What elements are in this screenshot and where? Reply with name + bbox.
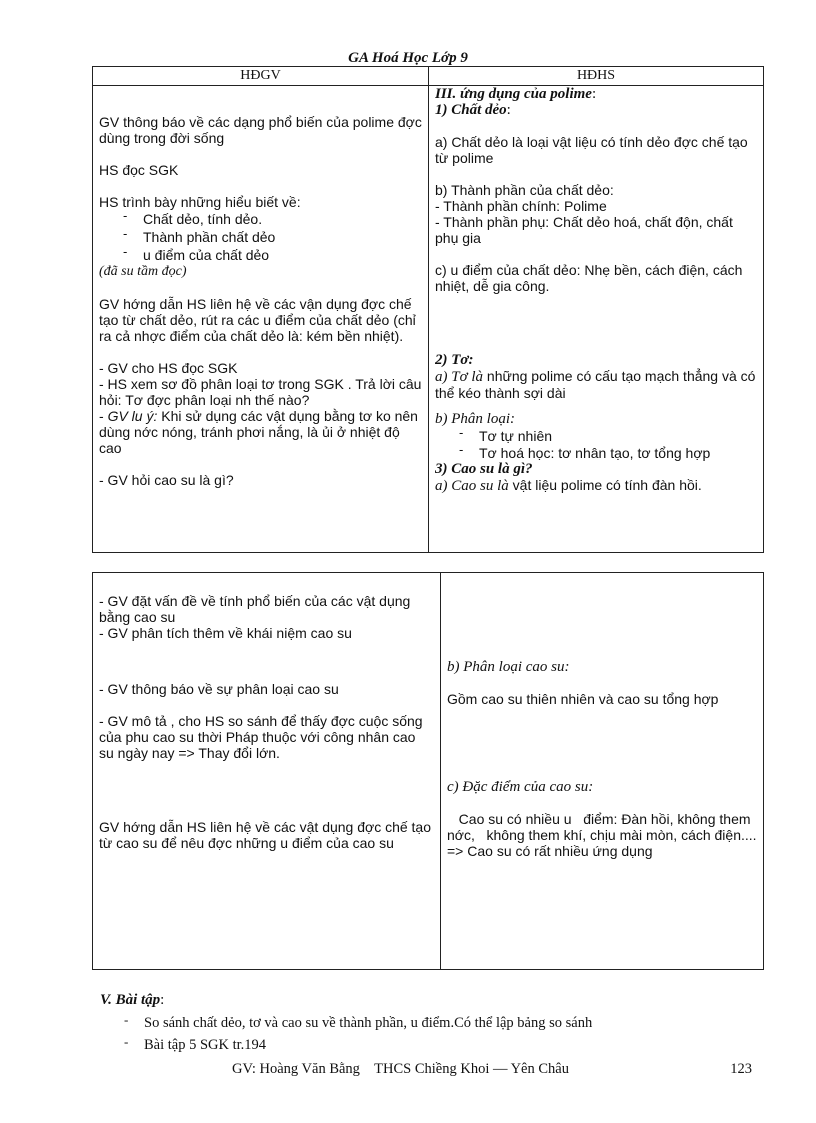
teacher-text: - GV thông báo về sự phân loại cao su <box>99 681 339 697</box>
definition-text: vật liệu polime có tính đàn hồi. <box>508 477 702 493</box>
student-text: Cao su có nhiều u điểm: Đàn hồi, không them nớc, không them khí, chịu mài mòn, cách điện.... <box>447 811 757 843</box>
teacher-text: GV hớng dẫn HS liên hệ về các vận dụng đợc chế tạo từ chất dẻo, rút ra các u điểm của chất dẻo (chỉ ra cả nhợc điểm của chất dẻo là: kém bền nhiệt). <box>99 296 416 344</box>
list-item: - Thành phần chất dẻo <box>119 228 422 246</box>
teacher-activities-cell <box>93 86 429 553</box>
teacher-text: - GV hỏi cao su là gì? <box>99 472 234 488</box>
list-item: - Chất dẻo, tính dẻo. <box>119 210 422 228</box>
student-text: Gồm cao su thiên nhiên và cao su tổng hợp <box>447 691 719 707</box>
teacher-text: - GV đặt vấn đề về tính phổ biến của các vật dụng bằng cao su <box>99 593 411 625</box>
section-heading-text: III. ứng dụng của polime <box>435 86 592 102</box>
student-activities-cell <box>429 86 764 553</box>
teacher-activities-cell <box>93 573 441 970</box>
dash: - <box>99 408 108 424</box>
student-text <box>435 477 757 494</box>
teacher-text: GV hớng dẫn HS liên hệ về các vật dụng đợc chế tạo từ cao su để nêu đợc những u điểm của cao su <box>99 819 432 851</box>
section-heading <box>435 86 757 102</box>
subsection-heading: 3) Cao su là gì? <box>435 461 533 477</box>
definition-label: a) Cao su là <box>435 478 509 494</box>
list-item: - Bài tập 5 SGK tr.194 <box>120 1034 780 1056</box>
footer-author: GV: Hoàng Văn Bằng THCS Chiềng Khoi — Yên Châu <box>232 1061 569 1077</box>
subsection-heading: 2) Tơ: <box>435 352 474 368</box>
page-header-title: GA Hoá Học Lớp 9 <box>348 50 468 66</box>
student-activities-cell <box>441 573 764 970</box>
subsection-heading-text: 1) Chất dẻo <box>435 102 507 118</box>
subsection-label: b) Phân loại: <box>435 411 515 427</box>
teacher-text: GV thông báo về các dạng phổ biến của polime đợc dùng trong đời sống <box>99 114 422 146</box>
teacher-text <box>99 408 422 456</box>
student-text: => Cao su có rất nhiều ứng dụng <box>447 843 653 859</box>
list-item: - u điểm của chất dẻo <box>119 246 422 264</box>
student-text <box>435 368 757 401</box>
student-text: a) Chất dẻo là loại vật liệu có tính dẻo đợc chế tạo từ polime <box>435 134 748 166</box>
column-header-teacher: HĐGV <box>93 67 429 86</box>
subsection-label: b) Phân loại cao su: <box>447 659 570 675</box>
topic-list <box>99 210 422 264</box>
subsection-label: c) Đặc điểm của cao su: <box>447 779 594 795</box>
exercises-title: V. Bài tập <box>100 992 161 1008</box>
colon: : <box>591 86 597 102</box>
student-text: c) u điểm của chất dẻo: Nhẹ bền, cách điện, cách nhiệt, dễ gia công. <box>435 262 743 294</box>
teacher-text: HS trình bày những hiểu biết về: <box>99 194 301 210</box>
teacher-note: (đã su tầm đọc) <box>99 264 187 279</box>
definition-label: a) Tơ là <box>435 369 484 385</box>
teacher-text: HS đọc SGK <box>99 162 179 178</box>
teacher-note-text: Khi sử dụng các vật dụng bằng tơ ko nên dùng nớc nóng, tránh phơi nắng, là ủi ở nhiệt độ cao <box>99 408 418 456</box>
definition-text: những polime có cấu tạo mạch thẳng và có thể kéo thành sợi dài <box>435 368 756 401</box>
student-text: - Thành phần chính: Polime <box>435 198 607 214</box>
list-item: - Tơ tự nhiên <box>455 427 757 445</box>
teacher-text: - GV mô tả , cho HS so sánh để thấy đợc cuộc sống của phu cao su thời Pháp thuộc với công nhân cao su ngày nay => Thay đổi lớn. <box>99 713 423 761</box>
student-text: b) Thành phần của chất dẻo: <box>435 182 614 198</box>
colon: : <box>160 992 165 1008</box>
teacher-note-label: GV lu ý: <box>107 408 158 424</box>
exercises-heading <box>100 992 780 1008</box>
column-header-student: HĐHS <box>429 67 764 86</box>
fiber-types-list <box>435 427 757 461</box>
exercises-list <box>100 1012 780 1056</box>
lesson-table-1 <box>92 66 764 553</box>
list-item: - So sánh chất dẻo, tơ và cao su về thành phần, u điểm.Có thể lập bảng so sánh <box>120 1012 780 1034</box>
teacher-text: - GV phân tích thêm về khái niệm cao su <box>99 625 352 641</box>
teacher-text: - GV cho HS đọc SGK <box>99 360 238 376</box>
colon: : <box>506 102 511 118</box>
lesson-table-2 <box>92 572 764 970</box>
subsection-heading <box>435 102 757 118</box>
page-footer <box>232 1061 762 1077</box>
exercises-section <box>100 992 780 1056</box>
page-number: 123 <box>730 1061 752 1077</box>
student-text: - Thành phần phụ: Chất dẻo hoá, chất độn, chất phụ gia <box>435 214 733 246</box>
teacher-text: - HS xem sơ đồ phân loại tơ trong SGK . Trả lời câu hỏi: Tơ đợc phân loại nh thế nào? <box>99 376 422 408</box>
list-item: - Tơ hoá học: tơ nhân tạo, tơ tổng hợp <box>455 445 757 461</box>
